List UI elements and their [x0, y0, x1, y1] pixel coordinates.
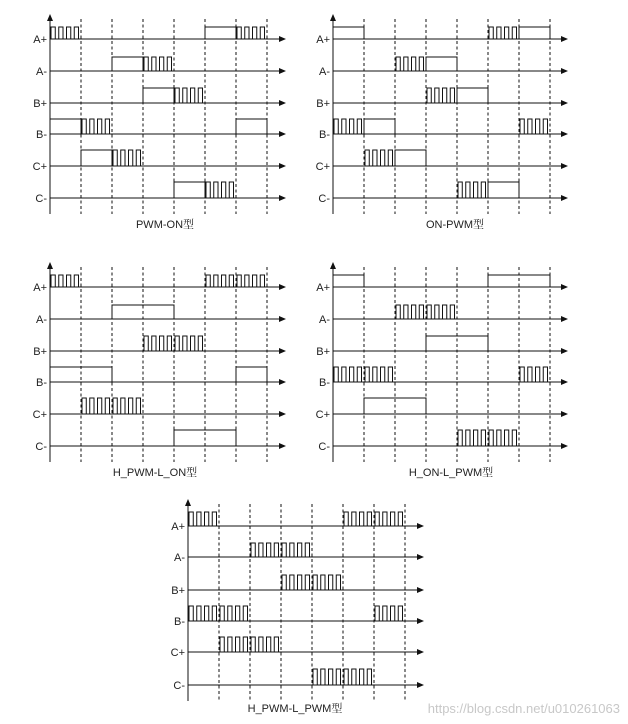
time-axis-arrowhead — [279, 163, 286, 169]
time-axis-arrowhead — [561, 348, 568, 354]
time-axis-arrowhead — [279, 131, 286, 137]
pwm-chopping-segment — [220, 637, 279, 652]
signal-row-C-minus — [35, 182, 286, 205]
signal-row-C-minus — [318, 182, 568, 205]
pwm-chopping-segment — [251, 543, 310, 557]
pwm-chopping-segment — [51, 275, 79, 287]
pwm-chopping-segment — [344, 512, 403, 526]
signal-row-A-plusplus — [33, 27, 286, 46]
continuous-on-segment — [395, 150, 426, 166]
diagram-on-pwm — [316, 14, 568, 231]
vertical-axis-arrowhead — [185, 499, 191, 506]
pwm-chopping-segment — [113, 150, 141, 166]
signal-row-C-plusplus — [33, 398, 286, 421]
signal-row-C-plusplus — [171, 637, 424, 659]
time-axis-arrowhead — [561, 411, 568, 417]
time-axis-arrowhead — [279, 36, 286, 42]
vertical-axis-arrowhead — [47, 14, 53, 21]
pwm-chopping-segment — [520, 119, 548, 134]
pwm-chopping-segment — [144, 336, 203, 351]
signal-row-B-plusplus — [316, 336, 568, 358]
pwm-chopping-segment — [51, 27, 79, 39]
continuous-on-segment — [333, 275, 364, 287]
diagram-h-pwm-l-pwm — [171, 499, 424, 715]
pwm-chopping-segment — [189, 512, 217, 526]
row-label: B+ — [171, 585, 185, 597]
row-label: A- — [36, 66, 47, 78]
time-axis-arrowhead — [279, 379, 286, 385]
time-axis-arrowhead — [279, 284, 286, 290]
time-axis-arrowhead — [561, 379, 568, 385]
continuous-on-segment — [488, 182, 519, 198]
continuous-on-segment — [364, 119, 395, 134]
pwm-chopping-segment — [334, 367, 393, 382]
vertical-axis-arrowhead — [330, 262, 336, 269]
signal-row-A-minus — [174, 543, 424, 564]
pwm-chopping-segment — [334, 119, 362, 134]
time-axis-arrowhead — [561, 284, 568, 290]
pwm-chopping-segment — [175, 88, 203, 103]
signal-row-C-plusplus — [316, 398, 568, 421]
time-axis-arrowhead — [417, 618, 424, 624]
row-label: A+ — [316, 282, 330, 294]
row-label: A- — [319, 66, 330, 78]
signal-row-B-minus — [36, 367, 286, 389]
row-label: A+ — [316, 34, 330, 46]
continuous-on-segment — [112, 57, 143, 71]
row-label: B+ — [33, 346, 47, 358]
row-label: B+ — [316, 346, 330, 358]
row-label: C+ — [32, 409, 47, 421]
time-axis-arrowhead — [279, 195, 286, 201]
row-label: B- — [174, 616, 185, 628]
row-label: A- — [174, 552, 185, 564]
pwm-chopping-segment — [282, 575, 341, 590]
time-axis-arrowhead — [417, 649, 424, 655]
diagram-caption: H_PWM-L_PWM型 — [247, 703, 343, 715]
pwm-chopping-segment — [365, 150, 393, 166]
row-label: B+ — [316, 98, 330, 110]
continuous-on-segment — [333, 27, 364, 39]
time-axis-arrowhead — [561, 100, 568, 106]
signal-row-C-minus — [318, 430, 568, 453]
continuous-on-segment — [236, 367, 267, 382]
pwm-chopping-segment — [489, 27, 517, 39]
time-axis-arrowhead — [417, 523, 424, 529]
signal-row-B-minus — [319, 119, 568, 141]
signal-row-B-plusplus — [33, 336, 286, 358]
row-label: B- — [36, 377, 47, 389]
time-axis-arrowhead — [417, 682, 424, 688]
continuous-on-segment — [426, 336, 488, 351]
time-axis-arrowhead — [561, 36, 568, 42]
watermark-text: https://blog.csdn.net/u010261063 — [427, 701, 620, 716]
signal-row-A-minus — [319, 57, 568, 78]
continuous-on-segment — [457, 88, 488, 103]
continuous-on-segment — [174, 182, 205, 198]
signal-row-A-minus — [36, 57, 286, 78]
signal-row-B-minus — [319, 367, 568, 389]
row-label: C+ — [170, 647, 185, 659]
row-label: C- — [173, 680, 185, 692]
diagram-caption: PWM-ON型 — [135, 219, 195, 231]
pwm-chopping-segment — [396, 57, 424, 71]
pwm-chopping-segment — [313, 669, 372, 685]
diagram-h-on-l-pwm — [316, 262, 568, 479]
row-label: B- — [319, 377, 330, 389]
continuous-on-segment — [50, 119, 81, 134]
continuous-on-segment — [81, 150, 112, 166]
signal-row-C-minus — [173, 669, 424, 692]
time-axis-arrowhead — [279, 100, 286, 106]
continuous-on-segment — [143, 88, 174, 103]
pwm-chopping-segment — [396, 305, 455, 319]
vertical-axis-arrowhead — [47, 262, 53, 269]
diagram-caption: ON-PWM型 — [425, 219, 485, 231]
time-axis-arrowhead — [561, 163, 568, 169]
time-axis-arrowhead — [417, 554, 424, 560]
signal-row-B-minus — [174, 606, 424, 628]
signal-row-A-minus — [36, 305, 286, 326]
signal-row-B-plusplus — [316, 88, 568, 110]
time-axis-arrowhead — [279, 443, 286, 449]
diagram-caption: H_PWM-L_ON型 — [112, 467, 198, 479]
signal-row-A-minus — [319, 305, 568, 326]
time-axis-arrowhead — [561, 195, 568, 201]
pwm-chopping-segment — [237, 27, 265, 39]
time-axis-arrowhead — [279, 348, 286, 354]
signal-row-B-plusplus — [33, 88, 286, 110]
signal-row-A-plusplus — [33, 275, 286, 294]
row-label: C+ — [315, 161, 330, 173]
time-axis-arrowhead — [561, 316, 568, 322]
diagram-pwm-on — [33, 14, 286, 231]
pwm-chopping-segment — [206, 275, 265, 287]
signal-row-A-plusplus — [316, 27, 568, 46]
time-axis-arrowhead — [279, 68, 286, 74]
vertical-axis-arrowhead — [330, 14, 336, 21]
row-label: C- — [35, 441, 47, 453]
pwm-chopping-segment — [206, 182, 234, 198]
pwm-chopping-segment — [82, 119, 110, 134]
row-label: C- — [318, 193, 330, 205]
diagram-caption: H_ON-L_PWM型 — [408, 467, 494, 479]
row-label: A+ — [33, 34, 47, 46]
signal-row-C-plusplus — [33, 150, 286, 173]
row-label: C+ — [32, 161, 47, 173]
signal-row-C-plusplus — [316, 150, 568, 173]
row-label: C+ — [315, 409, 330, 421]
diagram-h-pwm-l-on — [33, 262, 286, 479]
signal-row-C-minus — [35, 430, 286, 453]
time-axis-arrowhead — [561, 131, 568, 137]
pwm-chopping-segment — [458, 430, 517, 446]
row-label: B- — [36, 129, 47, 141]
continuous-on-segment — [205, 27, 236, 39]
continuous-on-segment — [426, 57, 457, 71]
waveform-diagrams — [33, 14, 568, 715]
time-axis-arrowhead — [561, 443, 568, 449]
signal-row-A-plusplus — [171, 512, 424, 533]
row-label: C- — [35, 193, 47, 205]
row-label: B- — [319, 129, 330, 141]
pwm-chopping-segment — [427, 88, 455, 103]
continuous-on-segment — [519, 27, 550, 39]
pwm-chopping-segment — [520, 367, 548, 382]
continuous-on-segment — [236, 119, 267, 134]
pwm-chopping-segment — [375, 606, 403, 621]
signal-row-B-minus — [36, 119, 286, 141]
signal-row-A-plusplus — [316, 275, 568, 294]
row-label: C- — [318, 441, 330, 453]
time-axis-arrowhead — [279, 316, 286, 322]
time-axis-arrowhead — [279, 411, 286, 417]
time-axis-arrowhead — [417, 587, 424, 593]
row-label: B+ — [33, 98, 47, 110]
row-label: A+ — [171, 521, 185, 533]
pwm-chopping-segment — [458, 182, 486, 198]
pwm-chopping-segment — [189, 606, 248, 621]
pwm-chopping-segment — [82, 398, 141, 414]
signal-row-B-plusplus — [171, 575, 424, 597]
row-label: A- — [319, 314, 330, 326]
time-axis-arrowhead — [561, 68, 568, 74]
row-label: A+ — [33, 282, 47, 294]
row-label: A- — [36, 314, 47, 326]
pwm-chopping-segment — [144, 57, 172, 71]
